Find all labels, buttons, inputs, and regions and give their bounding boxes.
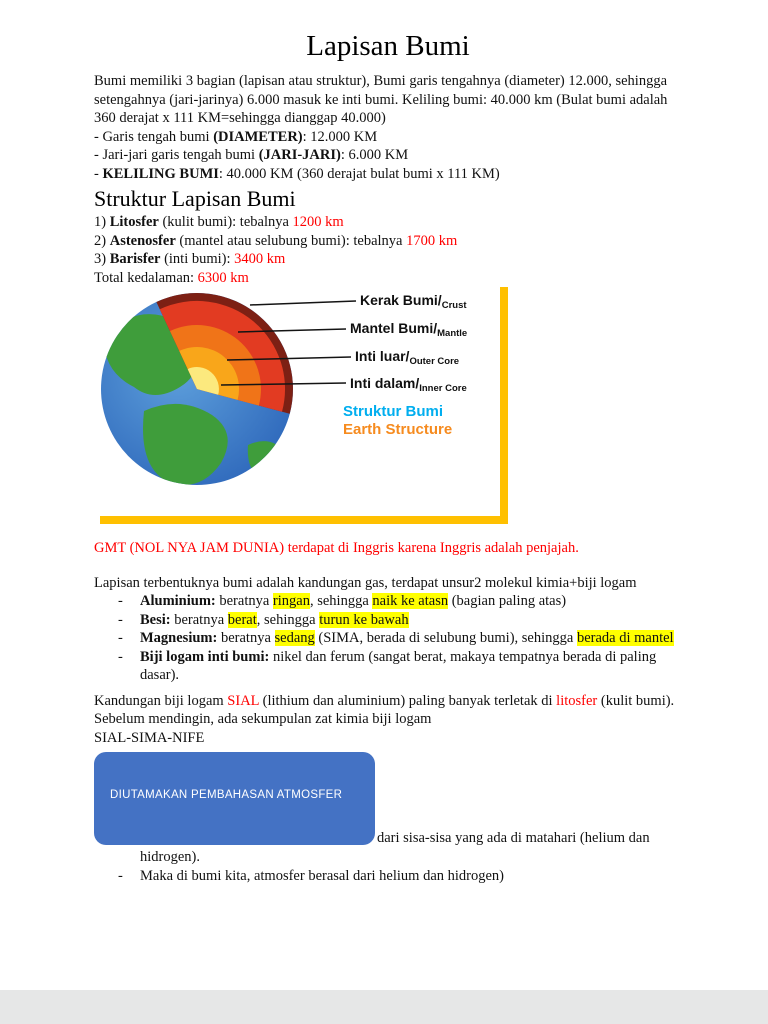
atmosfer-section [94,752,682,902]
list-dash: - [118,593,123,609]
struktur-item-litosfer: 1) Litosfer (kulit bumi): tebalnya 1200 km [94,214,344,230]
list-dash: - [118,630,123,646]
struktur-item-astenosfer: 2) Astenosfer (mantel atau selubung bumi): tebalnya 1700 km [94,232,458,249]
diagram-label-crust: Kerak Bumi/$_{Crust}$ [360,292,467,311]
callout-text: DIUTAMAKAN PEMBAHASAN ATMOSFER [110,789,343,801]
list-dash: - [118,868,123,884]
atmosfer-partial-line: dari sisa-sisa yang ada di matahari (helium dan [377,830,650,846]
page-title: Lapisan Bumi [306,30,470,62]
section-heading-struktur: Struktur Lapisan Bumi [94,186,296,211]
sial-paragraph: Kandungan biji logam SIAL (lithium dan aluminium) paling banyak terletak di litosfer (kulit bumi). [94,692,675,709]
fact-diameter: - Garis tengah bumi (DIAMETER): 12.000 KM [94,128,378,145]
sial-sima-nife-line: SIAL-SIMA-NIFE [94,729,205,746]
fact-radius: - Jari-jari garis tengah bumi (JARI-JARI): 6.000 KM [94,147,409,163]
list-dash: - [118,648,123,665]
intro-paragraph: Bumi memiliki 3 bagian (lapisan atau struktur), Bumi garis tengahnya (diameter) 12.000, sehingga setengahnya (jari-jarinya) 6.000 masuk ke inti bumi. Keliling bumi: 40.000 km (Bulat bumi adalah 360 derajat x 111 KM=sehingga dianggap 40.000) [94,73,668,126]
diagram-label-mantle: Mantel Bumi/$_{Mantle}$ [350,320,468,339]
bullet-biji-logam: - Biji logam inti bumi: nikel dan ferum (sangat berat, makaya tempatnya berada di paling dasar). [118,648,657,683]
struktur-item-barisfer: 3) Barisfer (inti bumi): 3400 km [94,251,286,267]
diagram-caption-id: Struktur Bumi [343,403,444,420]
atmosfer-wrap-line: hidrogen). [140,849,200,865]
diagram-caption-en: Earth Structure [343,421,453,438]
callout-box [94,752,375,845]
komposisi-intro: Lapisan terbentuknya bumi adalah kandungan gas, terdapat unsur2 molekul kimia+biji logam [94,574,637,591]
diagram-label-outer-core: Inti luar/$_{Outer Core}$ [355,348,460,367]
gmt-note: GMT (NOL NYA JAM DUNIA) terdapat di Inggris karena Inggris adalah penjajah. [94,540,579,556]
atmosfer-bullet [118,867,682,886]
earth-structure-figure [100,287,508,524]
bullet-aluminium: - Aluminium: beratnya ringan, sehingga naik ke atasn (bagian paling atas) [118,593,567,609]
sebelum-mendingin-line: Sebelum mendingin, ada sekumpulan zat kimia biji logam [94,711,432,727]
fact-circumference: - KELILING BUMI: 40.000 KM (360 derajat bulat bumi x 111 KM) [94,165,500,182]
diagram-label-inner-core: Inti dalam/$_{Inner Core}$ [350,375,467,394]
list-dash: - [118,611,123,628]
bullet-besi: - Besi: beratnya berat, sehingga turun ke bawah [118,611,409,628]
document-content [0,30,768,902]
struktur-total-depth: Total kedalaman: 6300 km [94,269,249,286]
atmosfer-bullet-text: Maka di bumi kita, atmosfer berasal dari helium dan hidrogen) [140,868,505,884]
page-edge-strip [0,990,768,1024]
bullet-magnesium: - Magnesium: beratnya sedang (SIMA, berada di selubung bumi), sehingga berada di mantel [118,630,674,646]
